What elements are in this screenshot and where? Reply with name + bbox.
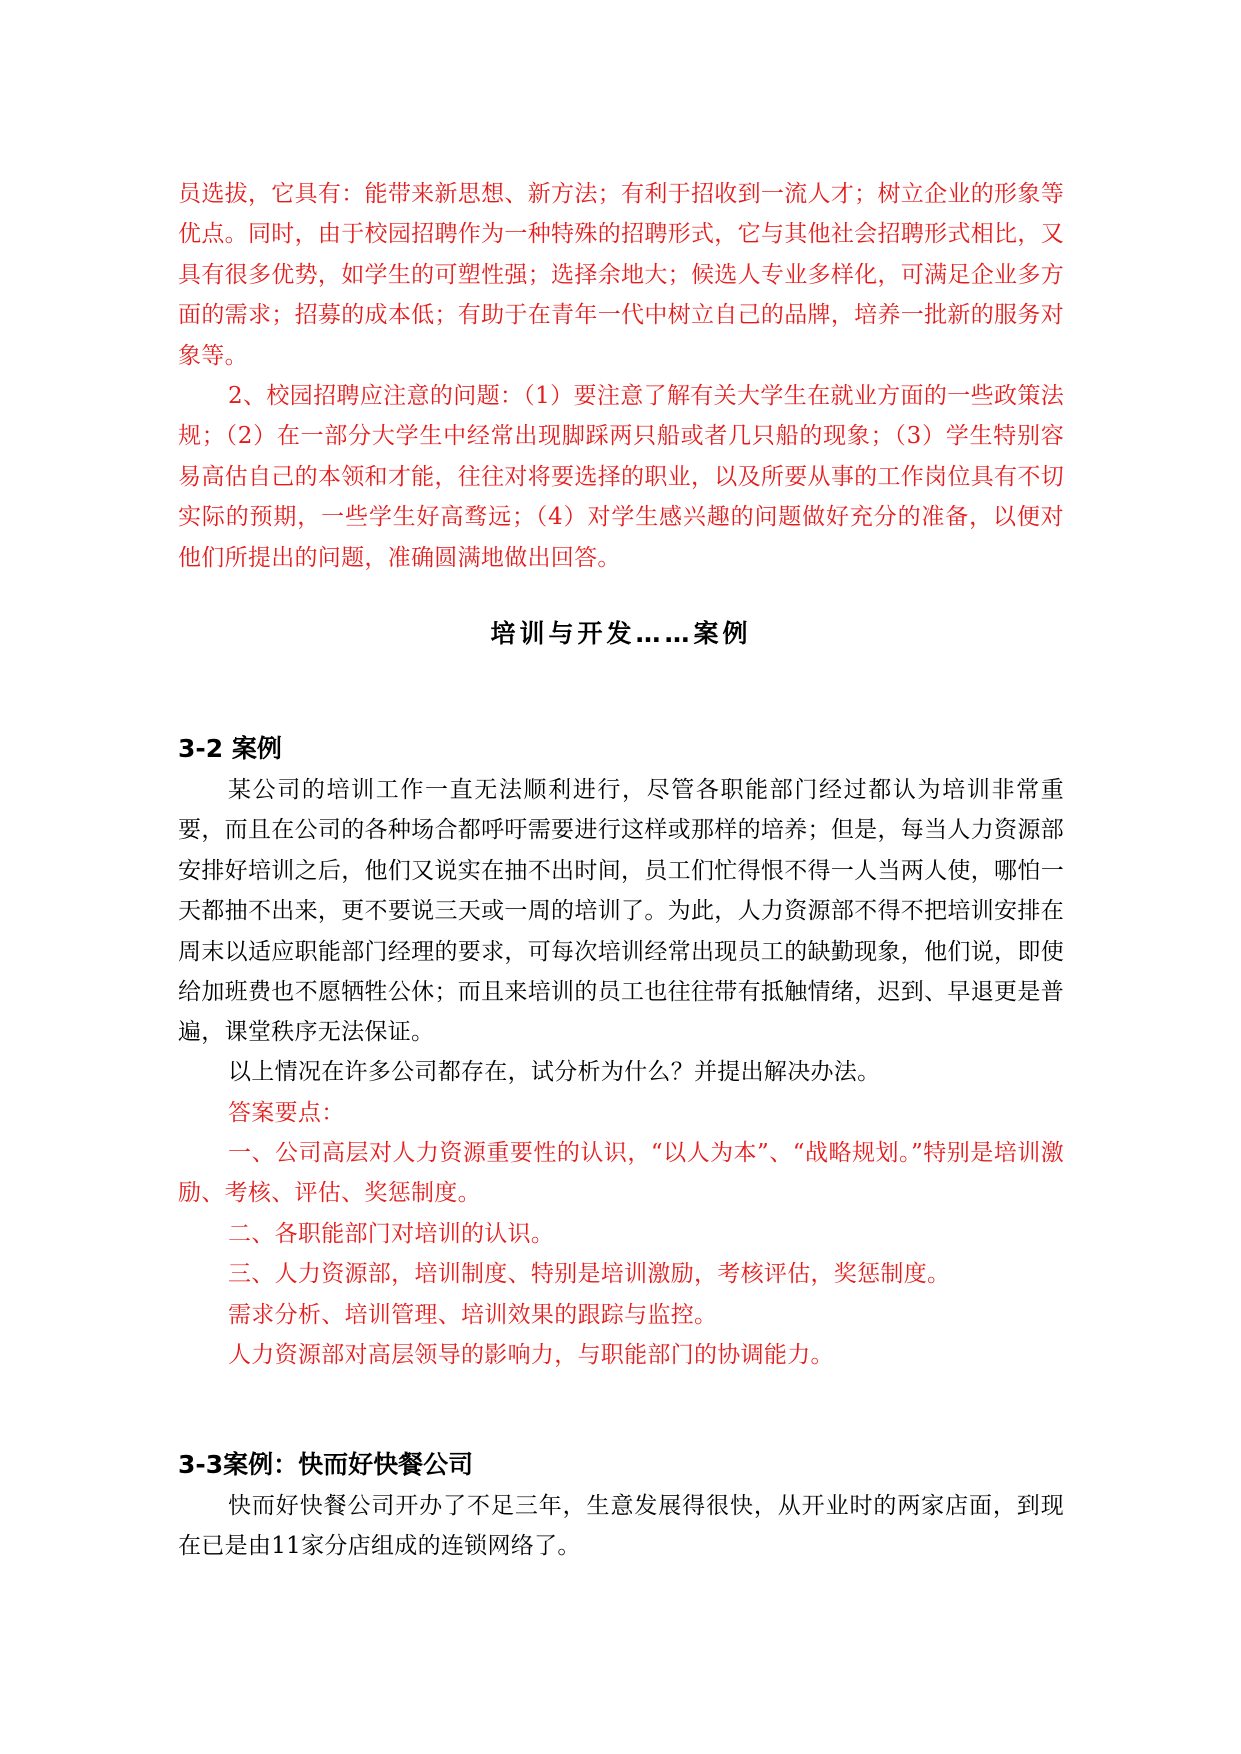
answer-point-4: 需求分析、培训管理、培训效果的跟踪与监控。 (228, 1302, 718, 1328)
intro-paragraph-1: 员选拔，它具有：能带来新思想、新方法；有利于招收到一流人才；树立企业的形象等优点。同时，由于校园招聘作为一种特殊的招聘形式，它与其他社会招聘形式相比，又具有很多优势，如学生的可塑性强；选择余地大；候选人专业多样化，可满足企业多方面的需求；招募的成本低；有助于在青年一代中树立自己的品牌，培养一批新的服务对象等。 (178, 181, 1064, 369)
answer-label: 答案要点： (228, 1100, 345, 1126)
case-3-2-title: 3-2 案例 (178, 734, 282, 763)
case-3-2-paragraph: 某公司的培训工作一直无法顺利进行，尽管各职能部门经过都认为培训非常重要，而且在公司的各种场合都呼吁需要进行这样或那样的培养；但是，每当人力资源部安排好培训之后，他们又说实在抽不出时间，员工们忙得恨不得一人当两人使，哪怕一天都抽不出来，更不要说三天或一周的培训了。为此，人力资源部不得不把培训安排在周末以适应职能部门经理的要求，可每次培训经常出现员工的缺勤现象，他们说，即使给加班费也不愿牺牲公休；而且来培训的员工也往往带有抵触情绪，迟到、早退更是普遍，课堂秩序无法保证。 (178, 777, 1064, 1046)
case-3-2-question: 以上情况在许多公司都存在，试分析为什么？并提出解决办法。 (228, 1059, 881, 1085)
answer-point-2: 二、各职能部门对培训的认识。 (228, 1221, 555, 1247)
intro-paragraph-2: 2、校园招聘应注意的问题：（1）要注意了解有关大学生在就业方面的一些政策法规；（2）在一部分大学生中经常出现脚踩两只船或者几只船的现象；（3）学生特别容易高估自己的本领和才能，往往对将要选择的职业，以及所要从事的工作岗位具有不切实际的预期，一些学生好高骛远；（4）对学生感兴趣的问题做好充分的准备，以便对他们所提出的问题，准确圆满地做出回答。 (178, 383, 1064, 571)
answer-point-5: 人力资源部对高层领导的影响力，与职能部门的协调能力。 (228, 1342, 834, 1368)
case-3-3-paragraph: 快而好快餐公司开办了不足三年，生意发展得很快，从开业时的两家店面，到现在已是由11家分店组成的连锁网络了。 (178, 1493, 1064, 1560)
answer-point-3: 三、人力资源部，培训制度、特别是培训激励，考核评估，奖惩制度。 (228, 1261, 951, 1287)
answer-point-1: 一、公司高层对人力资源重要性的认识，“以人为本”、“战略规划。”特别是培训激励、考核、评估、奖惩制度。 (178, 1140, 1064, 1207)
case-3-3-title: 3-3案例：快而好快餐公司 (178, 1450, 474, 1479)
chapter-heading: 培训与开发……案例 (490, 619, 752, 648)
